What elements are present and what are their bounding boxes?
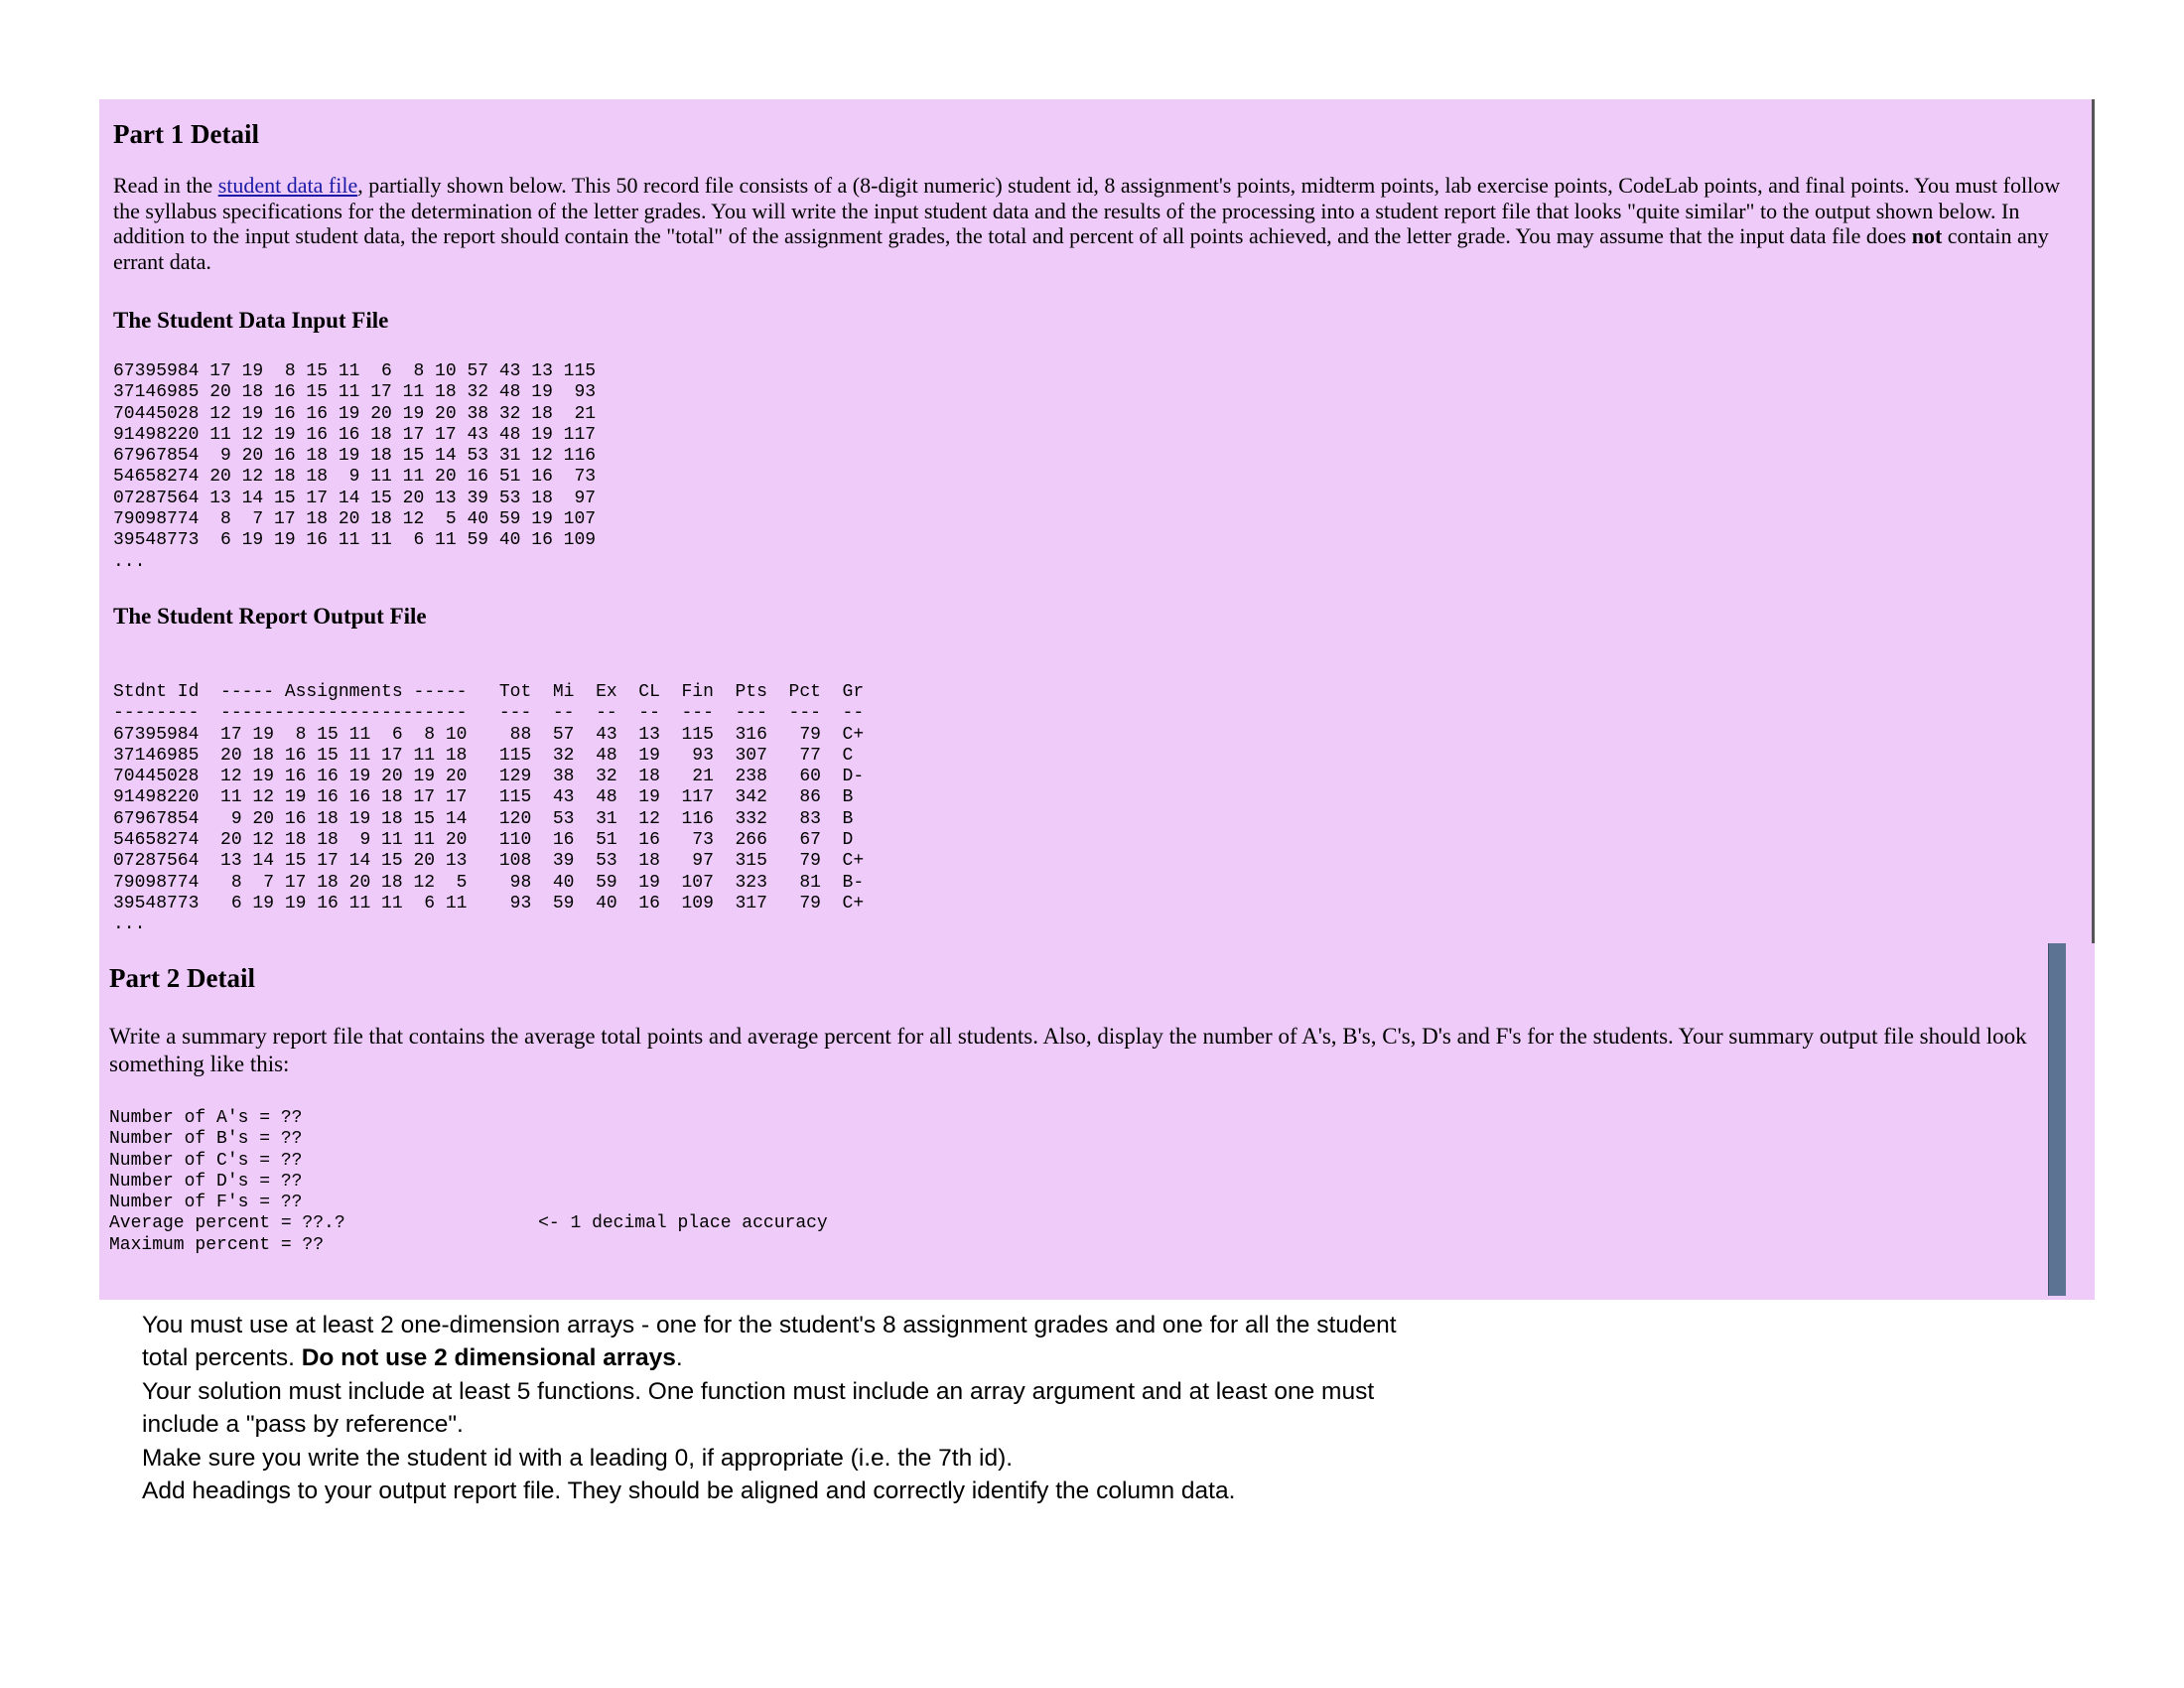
- part1-title: Part 1 Detail: [113, 119, 259, 149]
- part1-panel: [99, 99, 2095, 943]
- note-line-2-end: .: [675, 1344, 683, 1372]
- part1-text-end: contain any errant data.: [113, 223, 2049, 274]
- student-data-file-link[interactable]: student data file: [217, 173, 358, 198]
- part1-text-bold: not: [1911, 223, 1943, 249]
- summary-report-listing: Number of A's = ?? Number of B's = ?? Number of C's = ?? Number of D's = ?? Number of F's = ?? Average percent = ??.? <- 1 decimal place accuracy Maximum percent = ??: [109, 1108, 828, 1255]
- input-file-heading: The Student Data Input File: [113, 308, 389, 333]
- input-file-listing: 67395984 17 19 8 15 11 6 8 10 57 43 13 115 37146985 20 18 16 15 11 17 11 18 32 48 19 93 70445028 12 19 16 16 19 20 19 20 38 32 18 21 91498220 11 12 19 16 16 18 17 17 43 48 19 117 67967854 9 20 16 18 19 18 15 14 53 31 12 116 54658274 20 12 18 18 9 11 11 20 16 51 16 73 07287564 13 14 15 17 14 15 20 13 39 53 18 97 79098774 8 7 17 18 20 18 12 5 40 59 19 107 39548773 6 19 19 16 11 11 6 11 59 40 16 109 ...: [113, 361, 597, 572]
- vertical-scrollbar[interactable]: [2048, 943, 2066, 1296]
- note-line-2-bold: Do not use 2 dimensional arrays: [301, 1344, 676, 1372]
- part1-description: [113, 173, 2079, 274]
- note-line-5: Make sure you write the student id with a leading 0, if appropriate (i.e. the 7th id).: [142, 1444, 1014, 1472]
- part2-description: Write a summary report file that contains the average total points and average percent for all students. Also, display the number of A's, B's, C's, D's and F's for the students. Your summary output file should look something like this:: [109, 1024, 2027, 1076]
- note-line-3: Your solution must include at least 5 functions. One function must include an array argument and at least one must: [142, 1377, 1375, 1405]
- note-line-2: [142, 1341, 1532, 1374]
- note-line-1: You must use at least 2 one-dimension arrays - one for the student's 8 assignment grades and one for all the student: [142, 1312, 1397, 1338]
- note-line-4: include a "pass by reference".: [142, 1411, 464, 1439]
- part2-panel: [99, 943, 2095, 1300]
- note-line-6: Add headings to your output report file. They should be aligned and correctly identify the column data.: [142, 1477, 1236, 1505]
- part1-text-middle: , partially shown below. This 50 record file consists of a (8-digit numeric) student id, 8 assignment's points, midterm points, lab exercise points, CodeLab points, and final points. You must follow the syllabus specifications for the determination of the letter grades. You will write the input student data and the results of the processing into a student report file that looks "quite similar" to the output shown below. In addition to the input student data, the report should contain the "total" of the assignment grades, the total and percent of all points achieved, and the letter grade. You may assume that the input data file does: [113, 173, 2061, 249]
- output-file-heading: The Student Report Output File: [113, 604, 427, 629]
- part1-text-start: Read in the: [113, 173, 218, 198]
- output-file-listing: Stdnt Id ----- Assignments ----- Tot Mi Ex CL Fin Pts Pct Gr -------- ----------------------- --- -- -- -- --- --- --- -- 67395984 17 19 8 15 11 6 8 10 88 57 43 13 115 316 79 C+ 37146985 20 18 16 15 11 17 11 18 115 32 48 19 93 307 77 C 70445028 12 19 16 16 19 20 19 20 129 38 32 18 21 238 60 D- 91498220 11 12 19 16 16 18 17 17 115 43 48 19 117 342 86 B 67967854 9 20 16 18 19 18 15 14 120 53 31 12 116 332 83 B 54658274 20 12 18 18 9 11 11 20 110 16 51 16 73 266 67 D 07287564 13 14 15 17 14 15 20 13 108 39 53 18 97 315 79 C+ 79098774 8 7 17 18 20 18 12 5 98 40 59 19 107 323 81 B- 39548773 6 19 19 16 11 11 6 11 93 59 40 16 109 317 79 C+ ...: [113, 682, 865, 935]
- part2-title: Part 2 Detail: [109, 963, 255, 993]
- note-line-2-text: total percents.: [142, 1344, 302, 1372]
- requirements-notes: [142, 1309, 1532, 1507]
